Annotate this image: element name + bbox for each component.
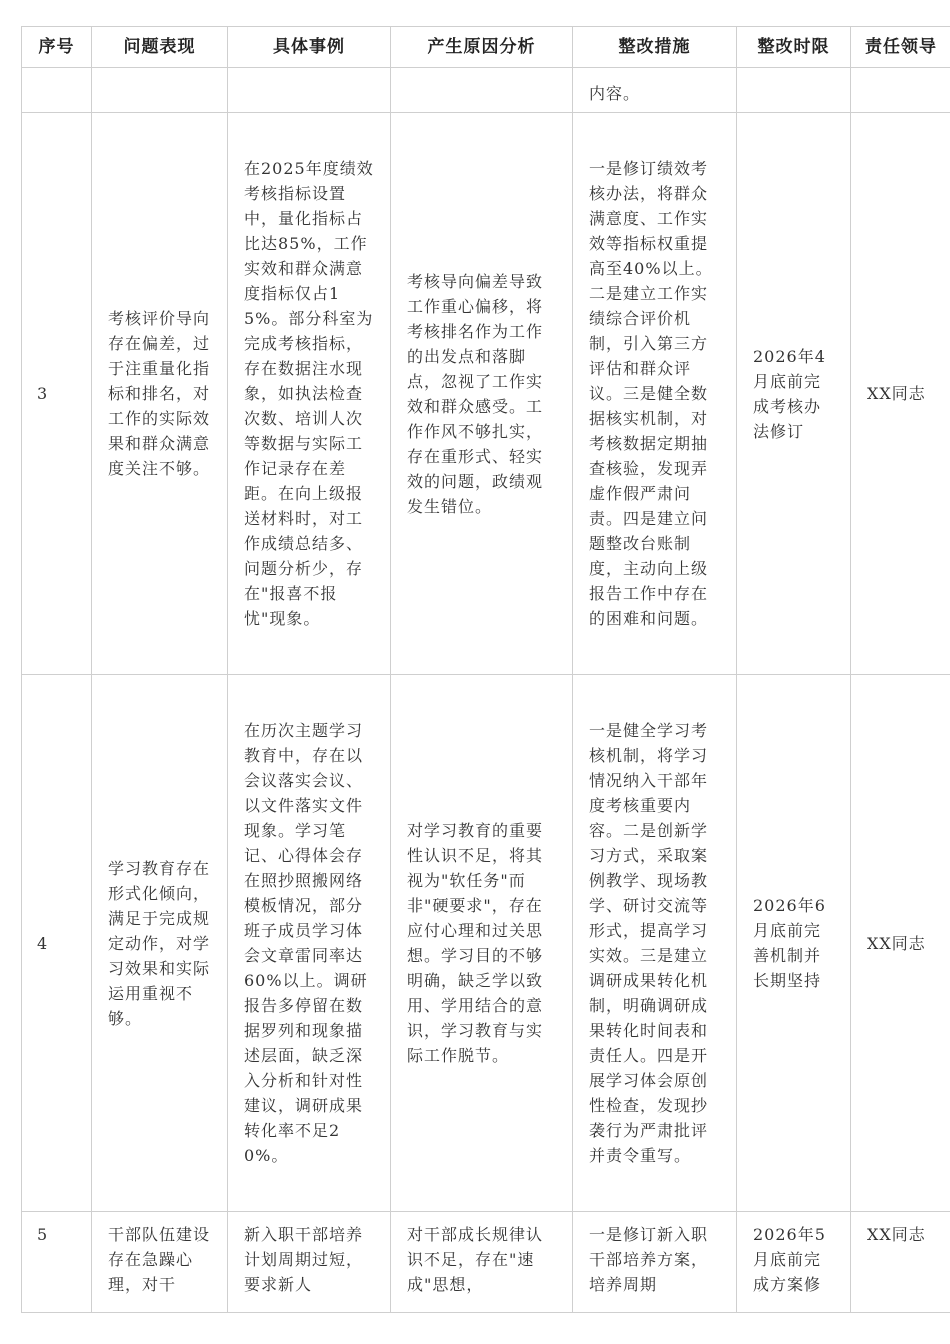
header-leader: 责任领导 <box>851 27 950 68</box>
cell-example <box>228 68 391 113</box>
cell-leader: XX同志 <box>851 113 950 675</box>
cell-problem <box>92 1212 228 1313</box>
header-cause: 产生原因分析 <box>391 27 573 68</box>
cell-example-text: 新入职干部培养计划周期过短，要求新人 <box>244 1225 364 1294</box>
continuation-row <box>22 68 950 113</box>
cell-problem: 考核评价导向存在偏差，过于注重量化指标和排名，对工作的实际效果和群众满意度关注不够。 <box>92 113 228 675</box>
cell-cause <box>391 68 573 113</box>
cell-seq: 5 <box>22 1212 92 1313</box>
header-deadline: 整改时限 <box>737 27 851 68</box>
cell-problem-text: 干部队伍建设存在急躁心理，对干 <box>108 1225 211 1294</box>
cell-example <box>228 1212 391 1313</box>
cell-deadline <box>737 68 851 113</box>
rectification-table <box>21 26 950 1313</box>
cell-example: 在2025年度绩效考核指标设置中，量化指标占比达85%，工作实效和群众满意度指标仅占15%。部分科室为完成考核指标，存在数据注水现象，如执法检查次数、培训人次等数据与实际工作记录存在差距。在向上级报送材料时，对工作成绩总结多、问题分析少，存在"报喜不报忧"现象。 <box>228 113 391 675</box>
cell-example: 在历次主题学习教育中，存在以会议落实会议、以文件落实文件现象。学习笔记、心得体会存在照抄照搬网络模板情况，部分班子成员学习体会文章雷同率达60%以上。调研报告多停留在数据罗列和现象描述层面，缺乏深入分析和针对性建议，调研成果转化率不足20%。 <box>228 675 391 1212</box>
cell-problem: 学习教育存在形式化倾向，满足于完成规定动作，对学习效果和实际运用重视不够。 <box>92 675 228 1212</box>
cell-problem <box>92 68 228 113</box>
header-measures: 整改措施 <box>573 27 737 68</box>
cell-cause <box>391 1212 573 1313</box>
cell-leader: XX同志 <box>851 675 950 1212</box>
table-row <box>22 113 950 675</box>
cell-deadline <box>737 1212 851 1313</box>
cell-measures <box>573 1212 737 1313</box>
header-row <box>22 27 950 68</box>
cell-deadline: 2026年4月底前完成考核办法修订 <box>737 113 851 675</box>
cell-measures: 一是健全学习考核机制，将学习情况纳入干部年度考核重要内容。二是创新学习方式，采取案例教学、现场教学、研讨交流等形式，提高学习实效。三是建立调研成果转化机制，明确调研成果转化时间表和责任人。四是开展学习体会原创性检查，发现抄袭行为严肃批评并责令重写。 <box>573 675 737 1212</box>
cell-cause: 考核导向偏差导致工作重心偏移，将考核排名作为工作的出发点和落脚点，忽视了工作实效和群众感受。工作作风不够扎实，存在重形式、轻实效的问题，政绩观发生错位。 <box>391 113 573 675</box>
header-problem: 问题表现 <box>92 27 228 68</box>
cell-measures-text: 一是修订新入职干部培养方案，培养周期 <box>589 1225 709 1294</box>
cell-deadline: 2026年6月底前完善机制并长期坚持 <box>737 675 851 1212</box>
table-row <box>22 675 950 1212</box>
table-row <box>22 1212 950 1313</box>
header-seq: 序号 <box>22 27 92 68</box>
cell-measures: 内容。 <box>573 68 737 113</box>
cell-seq: 3 <box>22 113 92 675</box>
cell-leader <box>851 68 950 113</box>
cell-seq: 4 <box>22 675 92 1212</box>
header-example: 具体事例 <box>228 27 391 68</box>
cell-leader: XX同志 <box>851 1212 950 1313</box>
cell-deadline-text: 2026年5月底前完成方案修 <box>753 1225 826 1294</box>
cell-cause-text: 对干部成长规律认识不足，存在"速成"思想， <box>407 1225 544 1294</box>
cell-seq <box>22 68 92 113</box>
cell-cause: 对学习教育的重要性认识不足，将其视为"软任务"而非"硬要求"，存在应付心理和过关思想。学习目的不够明确，缺乏学以致用、学用结合的意识，学习教育与实际工作脱节。 <box>391 675 573 1212</box>
cell-measures: 一是修订绩效考核办法，将群众满意度、工作实效等指标权重提高至40%以上。二是建立工作实绩综合评价机制，引入第三方评估和群众评议。三是健全数据核实机制，对考核数据定期抽查核验，发现弄虚作假严肃问责。四是建立问题整改台账制度，主动向上级报告工作中存在的困难和问题。 <box>573 113 737 675</box>
